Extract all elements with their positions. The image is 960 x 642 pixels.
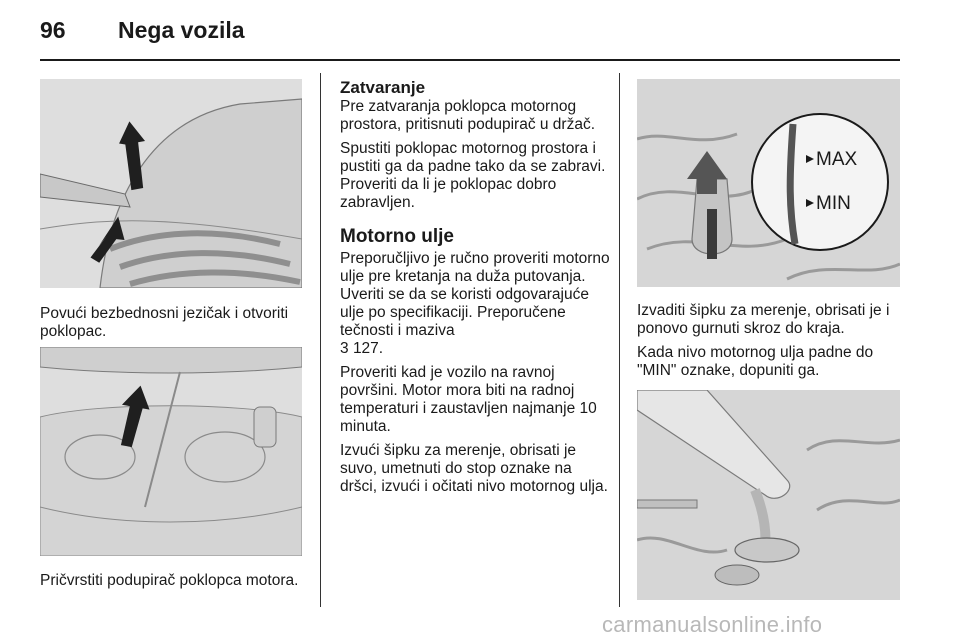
oil-paragraph-2: Proveriti kad je vozilo na ravnoj površini. Motor mora biti na radnoj temperaturi i zaustavljen najmanje 10 minuta.: [340, 364, 597, 435]
dipstick-max-label: MAX: [816, 149, 858, 170]
column-divider-2: [619, 73, 620, 607]
figure-hood-release: [40, 79, 302, 288]
header-rule: [40, 59, 900, 61]
right-text: [637, 302, 907, 386]
middle-column: [340, 78, 612, 502]
oil-paragraph-3: Izvući šipku za merenje, obrisati je suvo, umetnuti do stop oznake na dršci, izvući i očitati nivo motornog ulja.: [340, 442, 608, 495]
right-paragraph-1: Izvaditi šipku za merenje, obrisati je i ponovo gurnuti skroz do kraja.: [637, 302, 890, 337]
oil-heading: Motorno ulje: [340, 226, 454, 247]
page-title: Nega vozila: [118, 17, 245, 43]
figure-dipstick: [637, 79, 900, 287]
page-ref-icon: 3: [340, 340, 349, 357]
dipstick-min-label: MIN: [816, 193, 851, 214]
oil-paragraph-1: Preporučljivo je ručno proveriti motorno ulje pre kretanja na duža putovanja. Uveriti se da se koristi odgovarajuće ulje po specifikaciji. Preporučene tečnosti i maziva 3 127.: [340, 250, 610, 357]
figure-hood-prop: [40, 347, 302, 556]
caption-hood-prop: Pričvrstiti podupirač poklopca motora.: [40, 572, 299, 589]
page-ref-link[interactable]: 127.: [352, 340, 384, 357]
closing-paragraph-1: Pre zatvaranja poklopca motornog prostora, pritisnuti podupirač u držač.: [340, 98, 596, 133]
closing-heading: Zatvaranje: [340, 78, 426, 97]
figure-oil-fill: [637, 390, 900, 600]
column-divider-1: [320, 73, 321, 607]
watermark: carmanualsonline.info: [602, 612, 823, 637]
caption-hood-release: Povući bezbednosni jezičak i otvoriti poklopac.: [40, 305, 289, 340]
page-number: 96: [40, 17, 66, 43]
right-paragraph-2: Kada nivo motornog ulja padne do "MIN" oznake, dopuniti ga.: [637, 344, 874, 379]
closing-paragraph-2: Spustiti poklopac motornog prostora i pustiti ga da padne tako da se zabravi. Proveriti da li je poklopac dobro zabravljen.: [340, 140, 606, 211]
